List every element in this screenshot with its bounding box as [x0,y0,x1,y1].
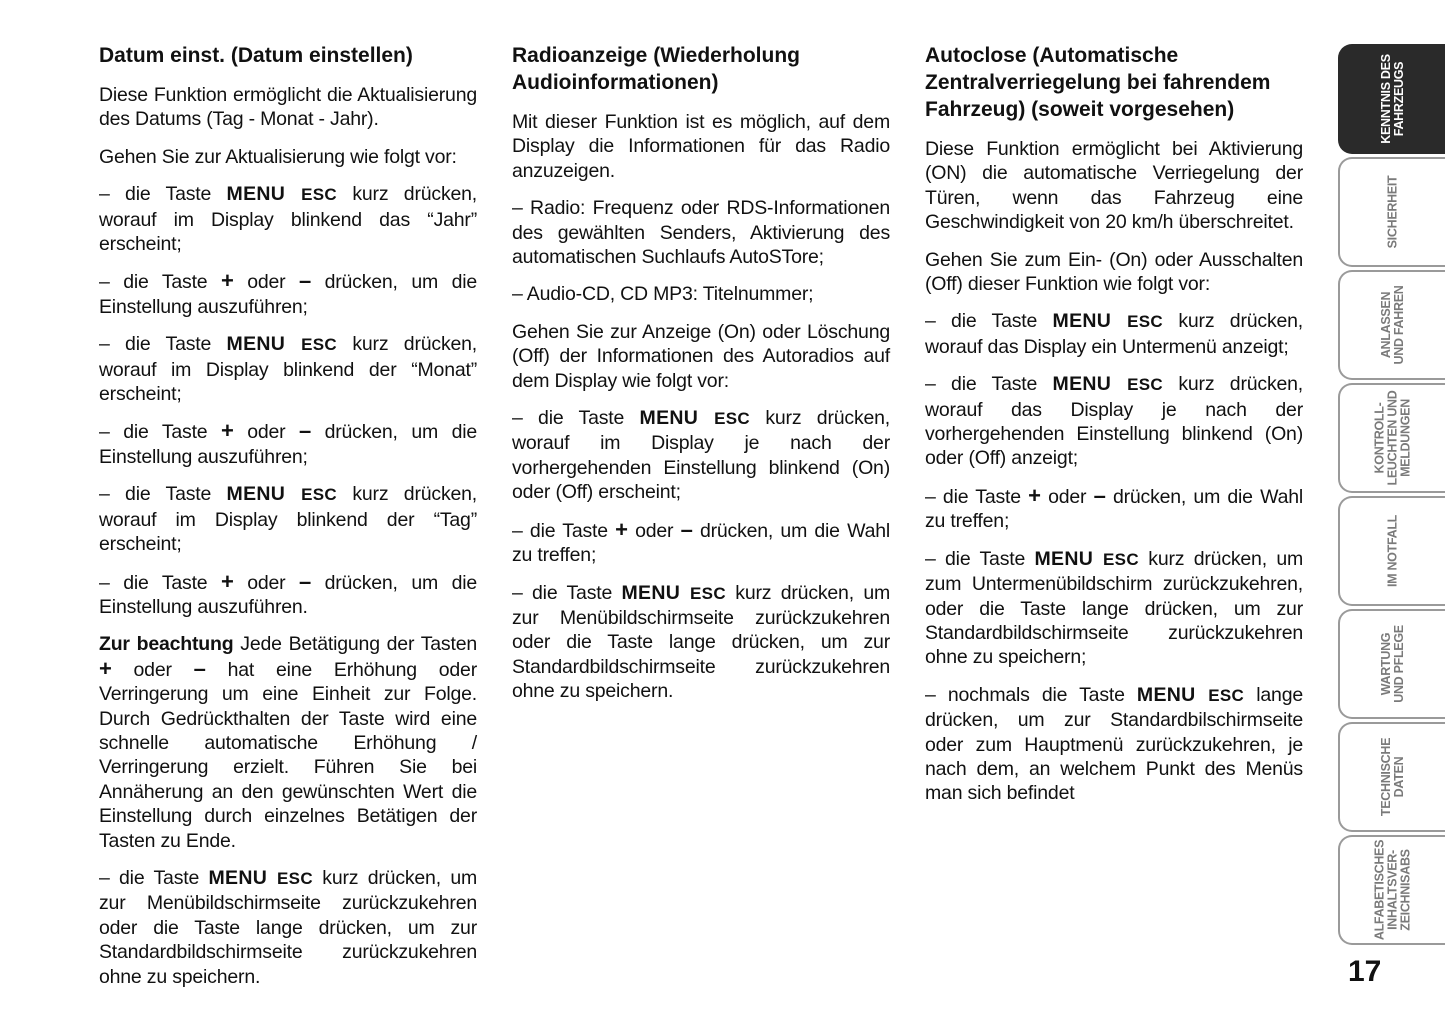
column-radioanzeige [512,42,890,717]
heading-autoclose: Autoclose (Automatische Zentralverriegelung bei fahrendem Fahrzeug) (soweit vorgesehen) [925,44,1271,121]
step: – die Taste MENU ESC kurz drücken, worauf das Display ein Untermenü anzeigt; [925,310,1303,358]
tab-label: TECHNISCHE DATEN [1378,737,1406,817]
tab-label: SICHERHEIT [1385,175,1399,249]
heading-radioanzeige: Radioanzeige (Wiederholung Audioinformationen) [512,44,800,94]
plus-key: + [615,516,628,542]
column-datum [99,42,477,1002]
tab-label: KENNTNIS DES FAHRZEUGS [1378,54,1406,144]
menu-esc-key: MENU ESC [1034,547,1139,570]
minus-key: – [298,268,312,294]
menu-esc-key: MENU ESC [226,483,337,506]
plus-key: + [1028,482,1041,508]
tab-label: ANLASSEN UND FAHREN [1378,285,1406,365]
paragraph: Mit dieser Funktion ist es möglich, auf dem Display die Informationen für das Radio anzuzeigen. [512,111,890,182]
tab-label: ALFABETISCHES INHALTSVER- ZEICHNISABS [1372,839,1412,941]
paragraph: Diese Funktion ermöglicht bei Aktivierung (ON) die automatische Verriegelung der Türen, wenn das Fahrzeug eine Geschwindigkeit von 20 km/h überschreitet. [925,138,1303,234]
tab-wartung-und-pflege[interactable] [1338,609,1445,719]
menu-esc-key: MENU ESC [226,333,337,356]
tab-label: WARTUNG UND PFLEGE [1378,625,1406,703]
menu-esc-key: MENU ESC [639,407,750,430]
paragraph: – Audio-CD, CD MP3: Titelnummer; [512,283,814,306]
minus-key: – [1093,482,1106,508]
tab-sicherheit[interactable] [1338,157,1445,267]
menu-esc-key: MENU ESC [1136,683,1245,706]
note: Zur beachtung Jede Betätigung der Tasten + oder – hat eine Erhöhung oder Verringerung um eine Einheit zur Folge. Durch Gedrückthalten der Taste wird eine schnelle automatische Erhöhung / Verringerung erzielt. Führen Sie bei Annäherung an den gewünschten Wert die Einstellung durch einzelnes Betätigen der Tasten zu Ende. [99,633,477,852]
tab-technische-daten[interactable] [1338,722,1445,832]
menu-esc-key: MENU ESC [226,183,337,206]
paragraph: Gehen Sie zur Aktualisierung wie folgt vor: [99,145,457,168]
menu-esc-key: MENU ESC [621,581,726,604]
step: – die Taste MENU ESC kurz drücken, worauf im Display blinkend das “Jahr” erscheint; [99,183,477,256]
page-number: 17 [1348,955,1382,988]
step: – nochmals die Taste MENU ESC lange drücken, um zur Standardbilschirmseite oder zum Hauptmenü zurückzukehren, je nach dem, an welchem Punkt des Menüs man sich befindet [925,683,1303,805]
minus-key: – [298,568,312,594]
step: – die Taste MENU ESC kurz drücken, worauf im Display je nach der vorhergehenden Einstellung blinkend (On) oder (Off) erscheint; [512,407,890,504]
menu-esc-key: MENU ESC [208,866,313,889]
step: – die Taste + oder – drücken, um die Wahl zu treffen; [512,516,890,567]
minus-key: – [193,655,206,681]
step: – die Taste + oder – drücken, um die Wahl zu treffen; [925,482,1303,533]
step: – die Taste MENU ESC kurz drücken, um zur Menübildschirmseite zurückzukehren oder die Taste lange drücken, um zur Standardbildschirmseite zurückzukehren ohne zu speichern. [99,866,478,988]
paragraph: Gehen Sie zum Ein- (On) oder Ausschalten (Off) dieser Funktion wie folgt vor: [925,248,1303,296]
tab-im-notfall[interactable] [1338,496,1445,606]
plus-key: + [99,655,112,681]
step: – die Taste MENU ESC kurz drücken, worauf im Display blinkend der “Monat” erscheint; [99,333,477,406]
minus-key: – [680,516,693,542]
column-autoclose [925,42,1303,819]
menu-esc-key: MENU ESC [1052,373,1163,396]
menu-esc-key: MENU ESC [1052,310,1163,333]
tab-kontrollleuchten[interactable] [1338,383,1445,493]
tab-label: KONTROLL- LEUCHTEN UND MELDUNGEN [1372,390,1412,486]
step: – die Taste MENU ESC kurz drücken, worauf im Display blinkend der “Tag” erscheint; [99,483,477,556]
plus-key: + [220,418,234,444]
plus-key: + [220,268,234,294]
step: – die Taste + oder – drücken, um die Einstellung auszuführen. [99,568,477,618]
step: – die Taste + oder – drücken, um die Einstellung auszuführen; [99,268,477,318]
minus-key: – [298,418,312,444]
step: – die Taste + oder – drücken, um die Einstellung auszuführen; [99,418,477,468]
tab-kenntnis-des-fahrzeugs[interactable] [1338,44,1445,154]
paragraph: Diese Funktion ermöglicht die Aktualisierung des Datums (Tag - Monat - Jahr). [99,84,477,131]
step: – die Taste MENU ESC kurz drücken, worauf das Display je nach der vorhergehenden Einstellung blinkend (On) oder (Off) anzeigt; [925,373,1303,470]
note-label: Zur beachtung [99,633,234,656]
step: – die Taste MENU ESC kurz drücken, um zum Untermenübildschirm zurückzukehren, oder die Taste lange drücken, um zur Standardbildschirmseite zurückzukehren ohne zu speichern; [925,547,1304,669]
tab-anlassen-und-fahren[interactable] [1338,270,1445,380]
tab-alfabetisches-inhaltsverzeichnis[interactable] [1338,835,1445,945]
plus-key: + [220,568,234,594]
tab-label: IM NOTFALL [1385,515,1399,587]
heading-datum: Datum einst. (Datum einstellen) [99,44,413,67]
paragraph: – Radio: Frequenz oder RDS-Informationen des gewählten Senders, Aktivierung des automatischen Suchlaufs AutoSTore; [512,197,890,269]
step: – die Taste MENU ESC kurz drücken, um zur Menübildschirmseite zurückzukehren oder die Taste lange drücken, um zur Standardbildschirmseite zurückzukehren ohne zu speichern. [512,581,891,703]
paragraph: Gehen Sie zur Anzeige (On) oder Löschung (Off) der Informationen des Autoradios auf dem Display wie folgt vor: [512,320,890,392]
